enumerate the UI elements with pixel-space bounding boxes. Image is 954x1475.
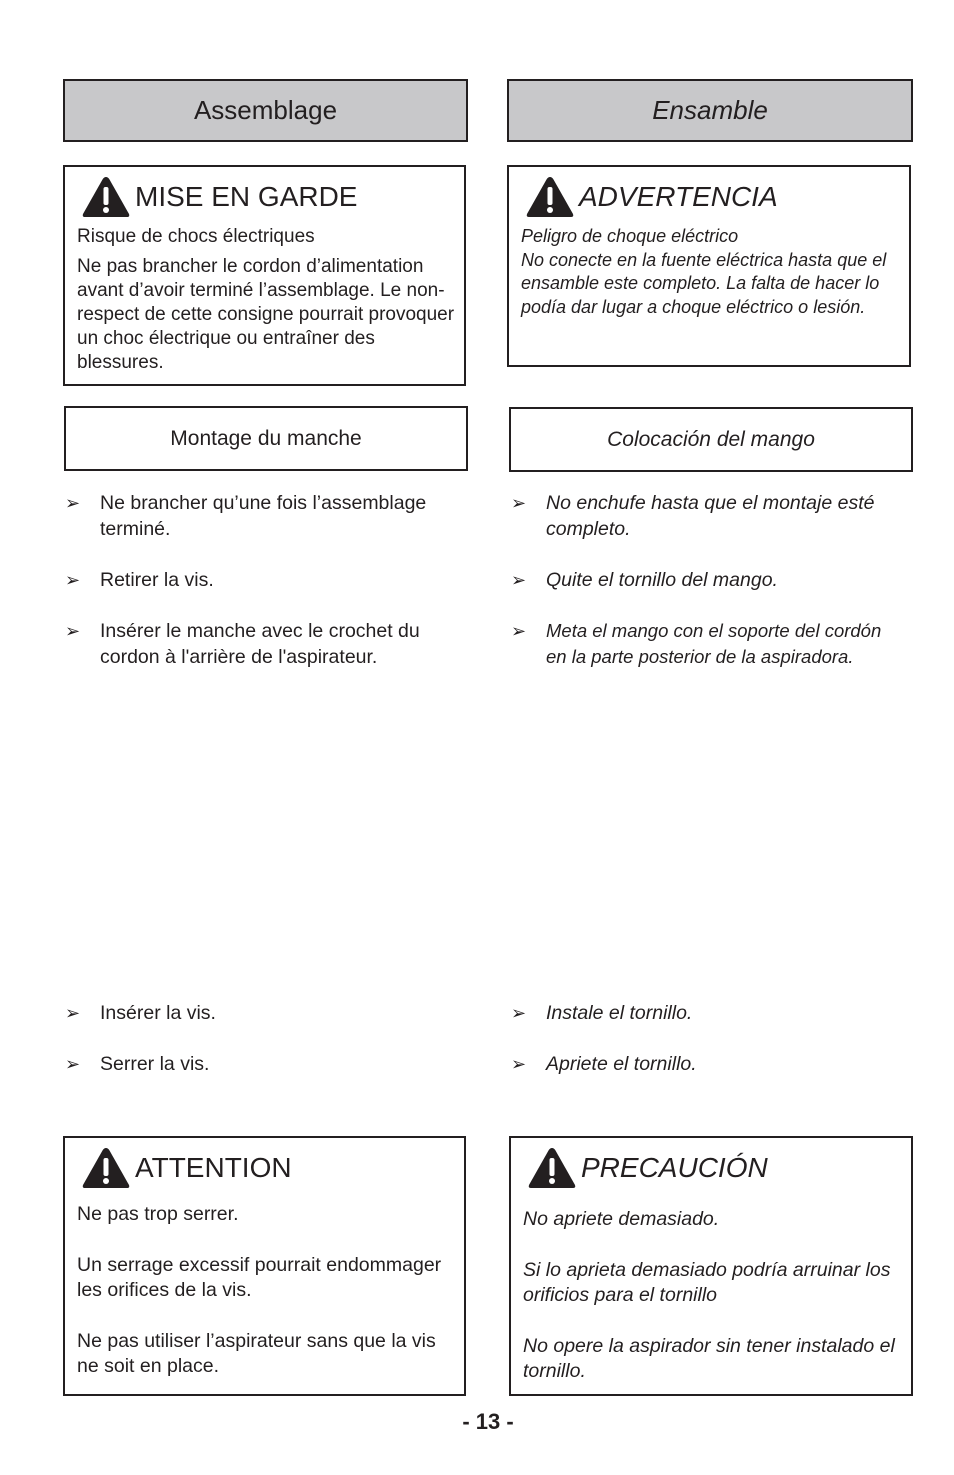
arrowhead-bullet-icon: ➢ — [511, 1054, 527, 1074]
caution-body — [523, 1207, 908, 1384]
caution-line: Ne pas utiliser l’aspirateur sans que la vis ne soit en place. — [77, 1330, 436, 1377]
warning-box-advertencia — [507, 165, 911, 367]
caution-box-precaucion — [509, 1136, 913, 1396]
caution-box-attention — [63, 1136, 466, 1396]
warning-text: No conecte en la fuente eléctrica hasta que el ensamble este completo. La falta de hacer lo podía dar lugar a choque eléctrico o lesión. — [521, 249, 887, 317]
arrowhead-bullet-icon: ➢ — [511, 1003, 527, 1023]
subheader-label: Colocación del mango — [607, 427, 815, 451]
subheader-montage-du-manche — [64, 406, 468, 471]
arrowhead-bullet-icon: ➢ — [511, 570, 527, 590]
subheader-colocacion-del-mango — [509, 407, 913, 472]
warning-triangle-icon — [525, 175, 575, 219]
caution-line: Ne pas trop serrer. — [77, 1203, 239, 1225]
list-item: ➢ Retirer la vis. — [65, 569, 214, 591]
list-item: ➢ No enchufe hasta que el montaje esté completo. — [511, 492, 875, 540]
list-item: ➢ Serrer la vis. — [65, 1053, 210, 1075]
steps-list-bottom — [511, 1000, 911, 1077]
arrowhead-bullet-icon: ➢ — [65, 621, 81, 641]
caution-title: ATTENTION — [135, 1152, 292, 1183]
subheader-label: Montage du manche — [170, 426, 362, 450]
caution-line: Si lo aprieta demasiado podría arruinar los orificios para el tornillo — [523, 1259, 891, 1306]
warning-triangle-icon — [81, 1146, 131, 1190]
warning-title-row — [81, 175, 357, 219]
list-item: ➢ Quite el tornillo del mango. — [511, 569, 778, 591]
section-header-ensamble — [507, 79, 913, 142]
warning-body — [521, 225, 909, 319]
warning-triangle-icon — [527, 1146, 577, 1190]
caution-title-row — [81, 1146, 292, 1190]
warning-title: MISE EN GARDE — [135, 181, 358, 212]
caution-title: PRECAUCIÓN — [581, 1152, 768, 1183]
steps-list-top — [65, 490, 465, 670]
page-number: - 13 - — [462, 1409, 514, 1434]
list-item: ➢ Meta el mango con el soporte del cordón en la parte posterior de la aspiradora. — [511, 620, 882, 667]
steps-list-bottom — [65, 1000, 465, 1077]
list-item: ➢ Insérer la vis. — [65, 1002, 216, 1024]
list-item: ➢ Ne brancher qu’une fois l’assemblage terminé. — [65, 492, 427, 540]
warning-title-row — [525, 175, 778, 219]
caution-line: Un serrage excessif pourrait endommager les orifices de la vis. — [77, 1254, 442, 1301]
steps-list-top — [511, 490, 911, 670]
warning-box-mise-en-garde — [63, 165, 466, 386]
warning-subtitle: Risque de chocs électriques — [77, 226, 315, 247]
warning-title: ADVERTENCIA — [579, 181, 778, 212]
caution-line: No apriete demasiado. — [523, 1208, 720, 1230]
arrowhead-bullet-icon: ➢ — [511, 493, 527, 513]
section-header-label: Assemblage — [193, 95, 338, 125]
arrowhead-bullet-icon: ➢ — [65, 570, 81, 590]
caution-body — [77, 1202, 457, 1379]
arrowhead-bullet-icon: ➢ — [65, 1054, 81, 1074]
section-header-label: Ensamble — [652, 95, 768, 125]
arrowhead-bullet-icon: ➢ — [65, 493, 81, 513]
warning-subtitle: Peligro de choque eléctrico — [521, 226, 739, 246]
list-item: ➢ Apriete el tornillo. — [511, 1053, 697, 1075]
warning-triangle-icon — [81, 175, 131, 219]
warning-body — [77, 225, 462, 375]
caution-title-row — [527, 1146, 768, 1190]
arrowhead-bullet-icon: ➢ — [65, 1003, 81, 1023]
caution-line: No opere la aspirador sin tener instalado el tornillo. — [523, 1335, 895, 1382]
warning-text: Ne pas brancher le cordon d’alimentation avant d’avoir terminé l’assemblage. Le non-respect de cette consigne pourrait provoquer un choc électrique ou entraîner des blessures. — [77, 256, 455, 373]
section-header-assemblage — [63, 79, 468, 142]
list-item: ➢ Instale el tornillo. — [511, 1002, 693, 1024]
arrowhead-bullet-icon: ➢ — [511, 621, 527, 641]
list-item: ➢ Insérer le manche avec le crochet du cordon à l'arrière de l'aspirateur. — [65, 620, 420, 668]
